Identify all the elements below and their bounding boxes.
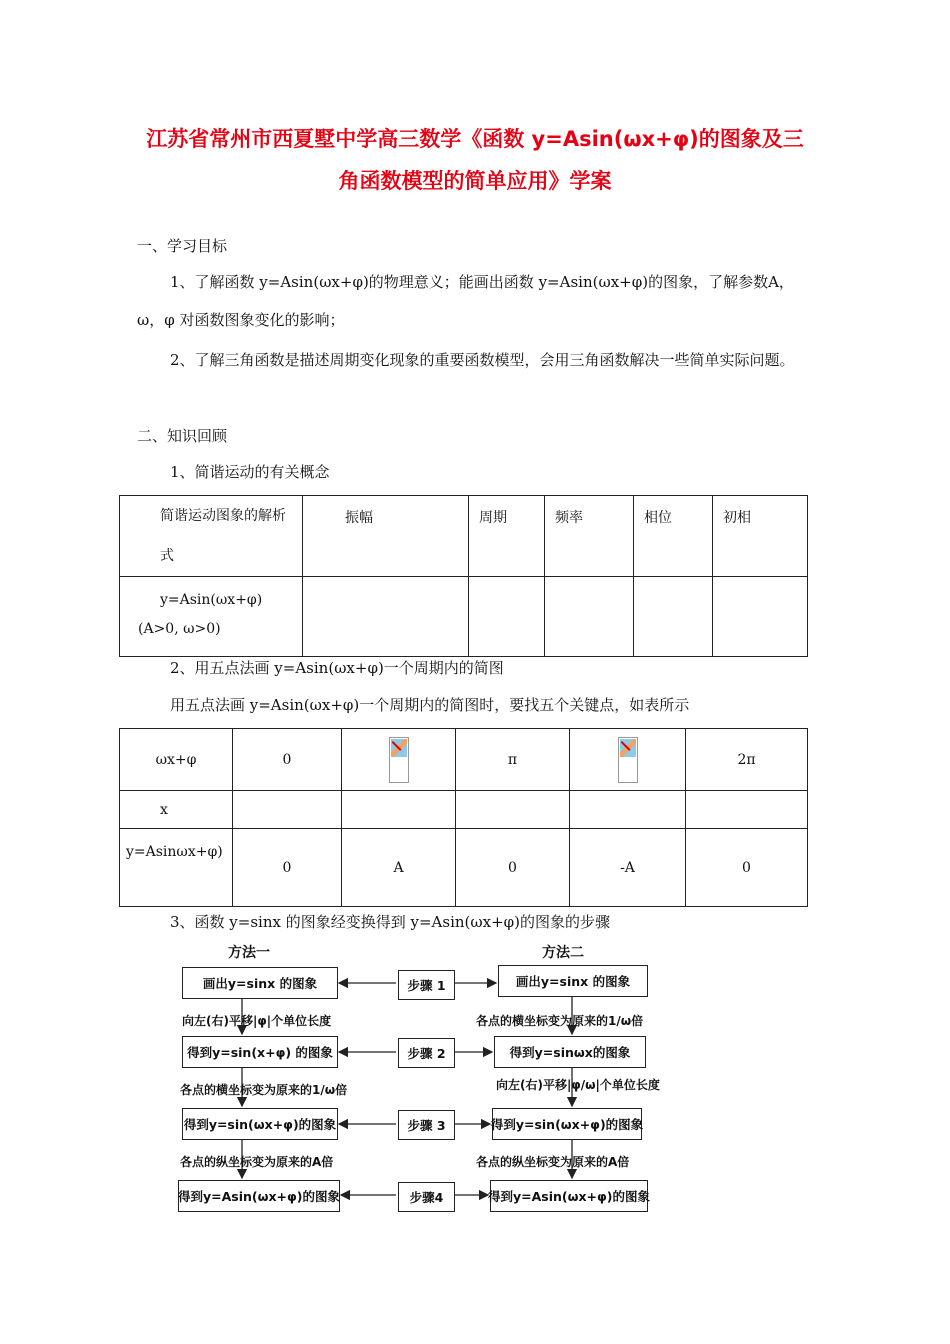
table2-row3-c3: 0 bbox=[456, 829, 570, 907]
section1-heading: 一、学习目标 bbox=[137, 237, 228, 255]
title-line-1: 江苏省常州市西夏墅中学高三数学《函数 y=Asin(ωx+φ)的图象及三 bbox=[146, 127, 804, 151]
right-box-2: 得到y=sinωx的图象 bbox=[494, 1036, 646, 1068]
table2-row3-c5: 0 bbox=[686, 829, 808, 907]
section2-heading: 二、知识回顾 bbox=[137, 427, 228, 445]
table2-row2-c1 bbox=[233, 791, 342, 829]
table2-row1-label: ωx+φ bbox=[120, 729, 233, 791]
transformation-flowchart bbox=[150, 940, 690, 1220]
table2-row2-label: x bbox=[120, 791, 233, 829]
table2-row3-c4: -A bbox=[570, 829, 686, 907]
broken-image-icon bbox=[618, 737, 638, 783]
table2-row1-c1: 0 bbox=[233, 729, 342, 791]
table1-cell-amplitude bbox=[303, 577, 469, 657]
table1-header-phase: 相位 bbox=[634, 496, 713, 577]
objective-2: 2、了解三角函数是描述周期变化现象的重要函数模型，会用三角函数解决一些简单实际问题。 bbox=[170, 351, 795, 369]
table2-row3-label: y=Asinωx+φ) bbox=[120, 829, 233, 907]
table2-row2-c5 bbox=[686, 791, 808, 829]
table1-header-formula: 简谐运动图象的解析式 bbox=[120, 496, 303, 577]
title-line-2: 角函数模型的简单应用》学案 bbox=[338, 169, 612, 193]
table1-header-amplitude: 振幅 bbox=[303, 496, 469, 577]
table1-row-formula: y=Asin(ωx+φ) (A>0, ω>0) bbox=[120, 577, 303, 657]
table2-row1-c3: π bbox=[456, 729, 570, 791]
shm-concepts-table bbox=[119, 495, 808, 657]
document-title bbox=[100, 118, 850, 202]
table1-header-frequency: 频率 bbox=[545, 496, 634, 577]
subsection-3-title: 3、函数 y=sinx 的图象经变换得到 y=Asin(ωx+φ)的图象的步骤 bbox=[170, 913, 611, 931]
table2-row1-c2 bbox=[342, 729, 456, 791]
right-transform-1: 各点的横坐标变为原来的1/ω倍 bbox=[476, 1014, 644, 1028]
right-box-3: 得到y=sin(ωx+φ)的图象 bbox=[492, 1108, 642, 1140]
subsection-2-title: 2、用五点法画 y=Asin(ωx+φ)一个周期内的简图 bbox=[170, 659, 504, 677]
table1-header-initial-phase: 初相 bbox=[713, 496, 808, 577]
subsection-2-desc: 用五点法画 y=Asin(ωx+φ)一个周期内的简图时，要找五个关键点，如表所示 bbox=[170, 696, 690, 714]
left-box-2: 得到y=sin(x+φ) 的图象 bbox=[182, 1036, 338, 1068]
left-box-3: 得到y=sin(ωx+φ)的图象 bbox=[182, 1108, 338, 1140]
right-transform-3: 各点的纵坐标变为原来的A倍 bbox=[476, 1155, 630, 1169]
table1-cell-initial-phase bbox=[713, 577, 808, 657]
broken-image-icon bbox=[389, 737, 409, 783]
table2-row2-c4 bbox=[570, 791, 686, 829]
table2-row1-c4 bbox=[570, 729, 686, 791]
table2-row2-c2 bbox=[342, 791, 456, 829]
step-1-box: 步骤 1 bbox=[398, 970, 455, 1000]
step-3-box: 步骤 3 bbox=[398, 1110, 455, 1140]
table2-row3-c1: 0 bbox=[233, 829, 342, 907]
left-transform-2: 各点的横坐标变为原来的1/ω倍 bbox=[180, 1083, 348, 1097]
subsection-1-title: 1、简谐运动的有关概念 bbox=[170, 463, 330, 481]
table1-header-period: 周期 bbox=[469, 496, 545, 577]
table1-cell-period bbox=[469, 577, 545, 657]
left-transform-3: 各点的纵坐标变为原来的A倍 bbox=[180, 1155, 334, 1169]
method-1-heading: 方法一 bbox=[228, 945, 270, 961]
five-point-table bbox=[119, 728, 808, 907]
step-2-box: 步骤 2 bbox=[398, 1038, 455, 1068]
method-2-heading: 方法二 bbox=[542, 945, 584, 961]
left-transform-1: 向左(右)平移|φ|个单位长度 bbox=[182, 1014, 332, 1028]
table1-cell-phase bbox=[634, 577, 713, 657]
table2-row1-c5: 2π bbox=[686, 729, 808, 791]
right-box-4: 得到y=Asin(ωx+φ)的图象 bbox=[490, 1180, 648, 1212]
table2-row2-c3 bbox=[456, 791, 570, 829]
right-transform-2: 向左(右)平移|φ/ω|个单位长度 bbox=[496, 1078, 660, 1092]
table2-row3-c2: A bbox=[342, 829, 456, 907]
left-box-4: 得到y=Asin(ωx+φ)的图象 bbox=[178, 1180, 340, 1212]
left-box-1: 画出y=sinx 的图象 bbox=[182, 967, 338, 999]
step-4-box: 步骤4 bbox=[398, 1182, 455, 1212]
objective-1: 1、了解函数 y=Asin(ωx+φ)的物理意义；能画出函数 y=Asin(ωx+φ)的图象，了解参数A，ω，φ 对函数图象变化的影响； bbox=[137, 273, 794, 329]
right-box-1: 画出y=sinx 的图象 bbox=[498, 965, 648, 997]
table1-cell-frequency bbox=[545, 577, 634, 657]
